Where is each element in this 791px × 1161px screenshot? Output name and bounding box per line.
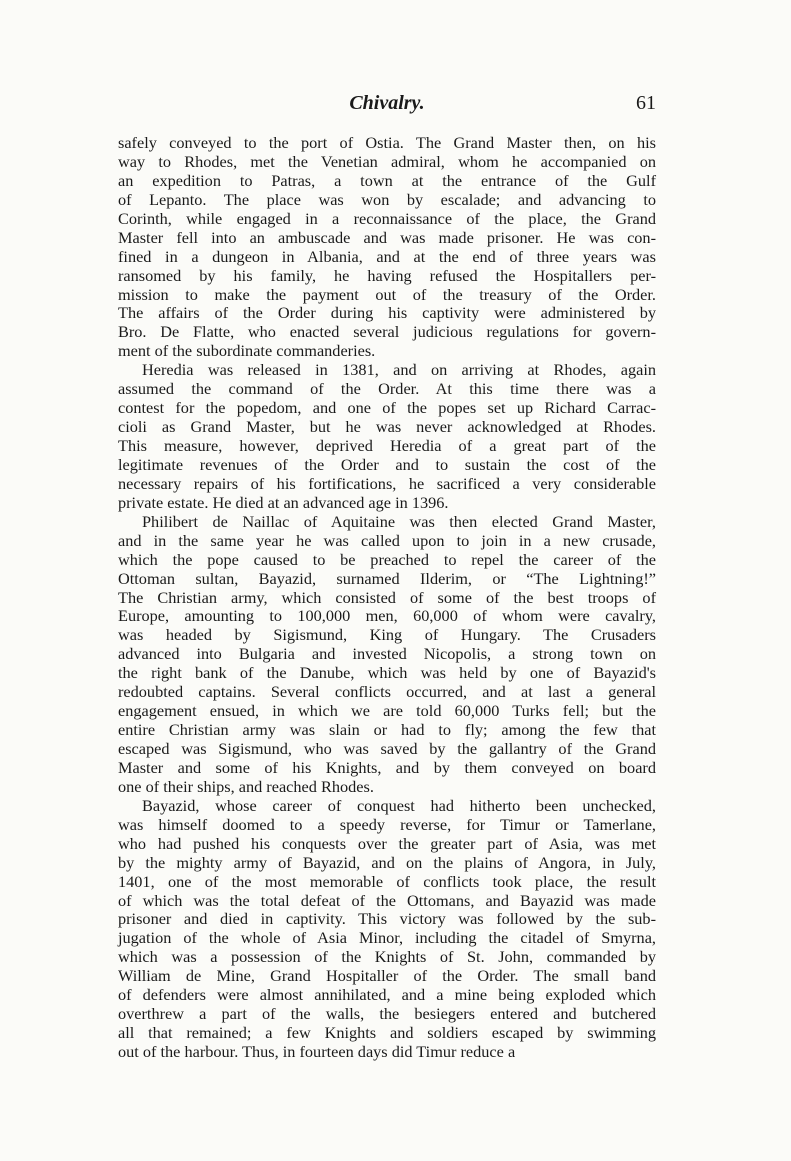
text-line: assumed the command of the Order. At this time there was a: [118, 379, 656, 399]
text-line: jugation of the whole of Asia Minor, including the citadel of Smyrna,: [118, 928, 656, 948]
text-line: Corinth, while engaged in a reconnaissance of the place, the Grand: [118, 208, 656, 228]
text-line: redoubted captains. Several conflicts occurred, and at last a general: [118, 682, 656, 702]
text-line: 1401, one of the most memorable of conflicts took place, the result: [118, 871, 656, 891]
running-head: [118, 92, 656, 122]
text-line: ment of the subordinate commanderies.: [118, 341, 376, 361]
page-number: 61: [636, 92, 656, 114]
paragraph: [118, 797, 656, 1062]
text-line: of Lepanto. The place was won by escalade; and advancing to: [118, 189, 656, 209]
text-line: which was a possession of the Knights of St. John, commanded by: [118, 947, 656, 967]
text-line: was headed by Sigismund, King of Hungary. The Crusaders: [118, 625, 656, 645]
text-line: Bro. De Flatte, who enacted several judicious regulations for govern-: [118, 322, 656, 342]
text-line: way to Rhodes, met the Venetian admiral, whom he accompanied on: [118, 151, 656, 171]
text-line: safely conveyed to the port of Ostia. The Grand Master then, on his: [118, 133, 656, 152]
text-line: by the mighty army of Bayazid, and on the plains of Angora, in July,: [118, 852, 656, 872]
text-line: engagement ensued, in which we are told 60,000 Turks fell; but the: [118, 701, 656, 721]
text-line: necessary repairs of his fortifications, he sacrificed a very considerable: [118, 473, 656, 493]
text-line: the right bank of the Danube, which was held by one of Bayazid's: [118, 663, 656, 683]
text-line: overthrew a part of the walls, the besiegers entered and butchered: [118, 1004, 656, 1024]
paragraph: [118, 134, 656, 361]
text-line: escaped was Sigismund, who was saved by the gallantry of the Grand: [118, 739, 656, 758]
text-line: was himself doomed to a speedy reverse, for Timur or Tamerlane,: [118, 814, 656, 834]
text-line: fined in a dungeon in Albania, and at the end of three years was: [118, 246, 656, 266]
text-line: Heredia was released in 1381, and on arriving at Rhodes, again: [142, 360, 656, 380]
text-line: one of their ships, and reached Rhodes.: [118, 776, 374, 796]
text-line: and in the same year he was called upon to join in a new crusade,: [118, 530, 656, 550]
text-line: all that remained; a few Knights and soldiers escaped by swimming: [118, 1023, 656, 1043]
text-line: prisoner and died in captivity. This victory was followed by the sub-: [118, 909, 656, 929]
text-line: Ottoman sultan, Bayazid, surnamed Ilderim, or “The Lightning!”: [118, 568, 656, 588]
text-line: Master fell into an ambuscade and was made prisoner. He was con-: [118, 227, 656, 247]
text-line: contest for the popedom, and one of the popes set up Richard Carrac-: [118, 398, 656, 418]
text-line: Philibert de Naillac of Aquitaine was then elected Grand Master,: [142, 511, 656, 531]
paragraph: [118, 361, 656, 513]
text-line: entire Christian army was slain or had to fly; among the few that: [118, 720, 656, 740]
text-line: of defenders were almost annihilated, and a mine being exploded which: [118, 985, 656, 1005]
text-line: mission to make the payment out of the treasury of the Order.: [118, 284, 656, 304]
text-line: The Christian army, which consisted of some of the best troops of: [118, 587, 656, 607]
text-line: Europe, amounting to 100,000 men, 60,000 of whom were cavalry,: [118, 606, 656, 626]
text-line: out of the harbour. Thus, in fourteen days did Timur reduce a: [118, 1042, 516, 1061]
text-line: cioli as Grand Master, but he was never acknowledged at Rhodes.: [118, 417, 656, 437]
text-line: The affairs of the Order during his captivity were administered by: [118, 303, 656, 323]
text-line: an expedition to Patras, a town at the entrance of the Gulf: [118, 170, 656, 190]
text-line: who had pushed his conquests over the greater part of Asia, was met: [118, 833, 656, 853]
text-line: which the pope caused to be preached to repel the career of the: [118, 549, 656, 569]
text-line: Bayazid, whose career of conquest had hitherto been unchecked,: [142, 795, 656, 815]
text-line: This measure, however, deprived Heredia of a great part of the: [118, 436, 656, 455]
text-line: private estate. He died at an advanced age in 1396.: [118, 492, 449, 512]
text-line: ransomed by his family, he having refused the Hospitallers per-: [118, 265, 656, 285]
text-line: legitimate revenues of the Order and to sustain the cost of the: [118, 454, 656, 474]
text-line: advanced into Bulgaria and invested Nicopolis, a strong town on: [118, 644, 656, 664]
body-text: [118, 134, 656, 1062]
text-line: William de Mine, Grand Hospitaller of the Order. The small band: [118, 966, 656, 986]
paragraph: [118, 513, 656, 797]
text-line: of which was the total defeat of the Ottomans, and Bayazid was made: [118, 890, 656, 910]
text-line: Master and some of his Knights, and by them conveyed on board: [118, 757, 656, 777]
running-title: Chivalry.: [349, 92, 425, 114]
